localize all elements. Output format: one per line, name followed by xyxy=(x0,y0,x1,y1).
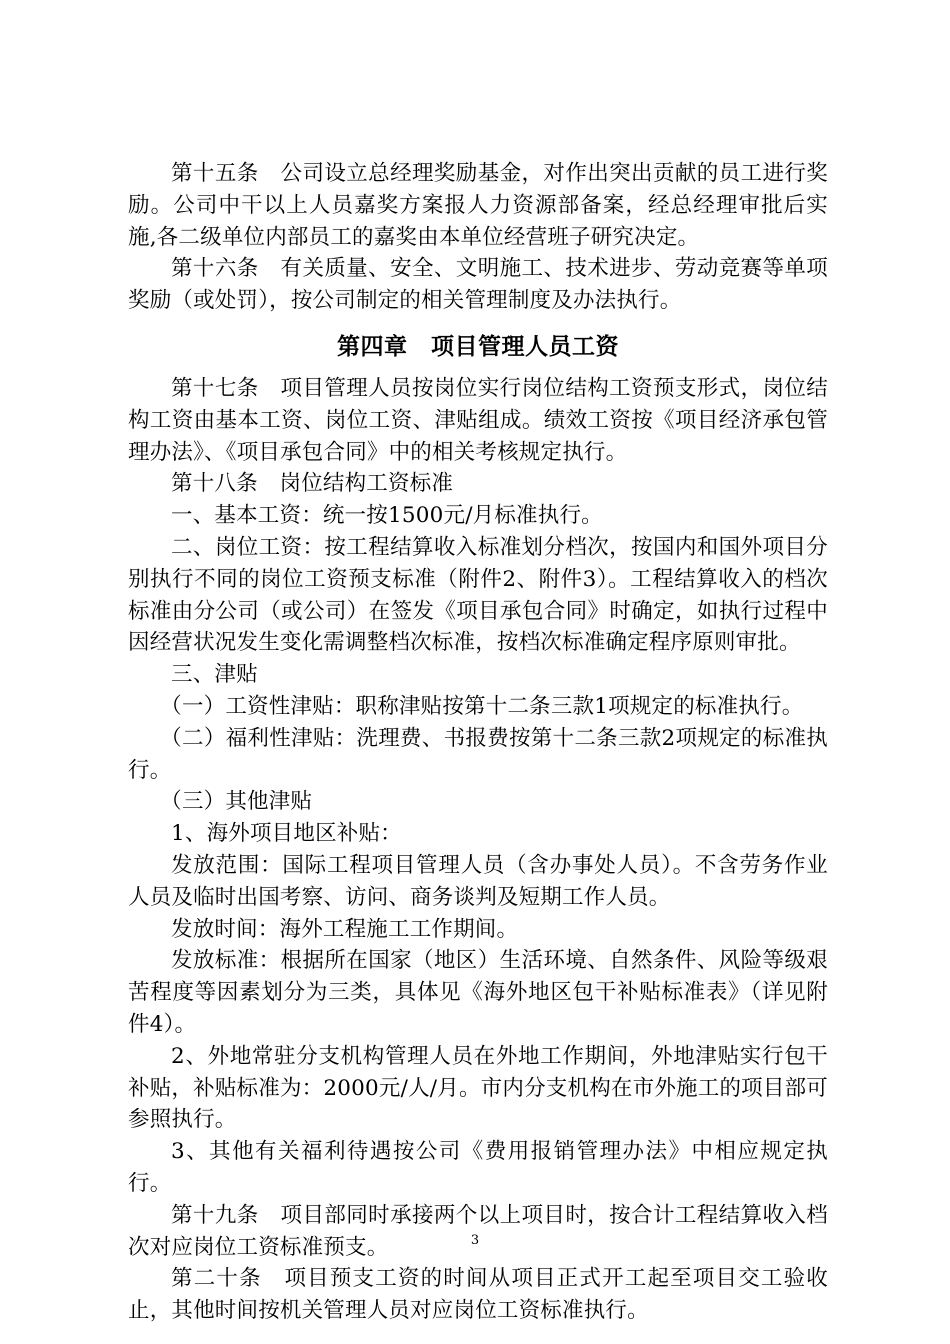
paragraph-welfare-allowance: （二）福利性津贴：洗理费、书报费按第十二条三款2项规定的标准执行。 xyxy=(128,725,828,783)
document-page xyxy=(128,158,828,1327)
paragraph-scope: 发放范围：国际工程项目管理人员（含办事处人员）。不含劳务作业人员及临时出国考察、访问、商务谈判及短期工作人员。 xyxy=(128,852,828,910)
paragraph-wage-allowance: （一）工资性津贴：职称津贴按第十二条三款1项规定的标准执行。 xyxy=(160,693,804,719)
paragraph-article-15: 第十五条 公司设立总经理奖励基金，对作出突出贡献的员工进行奖励。公司中干以上人员嘉奖方案报人力资源部备案，经总经理审批后实施,各二级单位内部员工的嘉奖由本单位经营班子研究决定。 xyxy=(128,161,828,250)
paragraph-article-17: 第十七条 项目管理人员按岗位实行岗位结构工资预支形式，岗位结构工资由基本工资、岗位工资、津贴组成。绩效工资按《项目经济承包管理办法》、《项目承包合同》中的相关考核规定执行。 xyxy=(128,375,828,465)
paragraph-overseas-subsidy: 1、海外项目地区补贴： xyxy=(171,821,402,847)
paragraph-standard: 发放标准：根据所在国家（地区）生活环境、自然条件、风险等级艰苦程度等因素划分为三类，具体见《海外地区包干补贴标准表》（详见附件4）。 xyxy=(128,948,828,1037)
page-number: 3 xyxy=(470,1233,480,1248)
paragraph-allowance-title: 三、津贴 xyxy=(171,662,258,688)
paragraph-period: 发放时间：海外工程施工工作期间。 xyxy=(171,916,519,942)
paragraph-article-18: 第十八条 岗位结构工资标准 xyxy=(171,471,454,497)
paragraph-other-allowance: （三）其他津贴 xyxy=(160,789,313,815)
paragraph-article-19: 第十九条 项目部同时承接两个以上项目时，按合计工程结算收入档次对应岗位工资标准预支。 xyxy=(128,1202,828,1260)
paragraph-position-salary: 二、岗位工资：按工程结算收入标准划分档次，按国内和国外项目分别执行不同的岗位工资预支标准（附件2、附件3）。工程结算收入的档次标准由分公司（或公司）在签发《项目承包合同》时确定，如执行过程中因经营状况发生变化需调整档次标准，按档次标准确定程序原则审批。 xyxy=(128,534,828,656)
paragraph-branch-allowance: 2、外地常驻分支机构管理人员在外地工作期间，外地津贴实行包干补贴，补贴标准为：2000元/人/月。市内分支机构在市外施工的项目部可参照执行。 xyxy=(128,1043,828,1133)
paragraph-other-welfare: 3、其他有关福利待遇按公司《费用报销管理办法》中相应规定执行。 xyxy=(128,1139,828,1196)
paragraph-article-16: 第十六条 有关质量、安全、文明施工、技术进步、劳动竞赛等单项奖励（或处罚），按公司制定的相关管理制度及办法执行。 xyxy=(128,256,828,314)
paragraph-article-20: 第二十条 项目预支工资的时间从项目正式开工起至项目交工验收止，其他时间按机关管理人员对应岗位工资标准执行。 xyxy=(128,1266,828,1324)
paragraph-basic-salary: 一、基本工资：统一按1500元/月标准执行。 xyxy=(171,503,603,529)
chapter-heading: 第四章 项目管理人员工资 xyxy=(337,333,619,360)
